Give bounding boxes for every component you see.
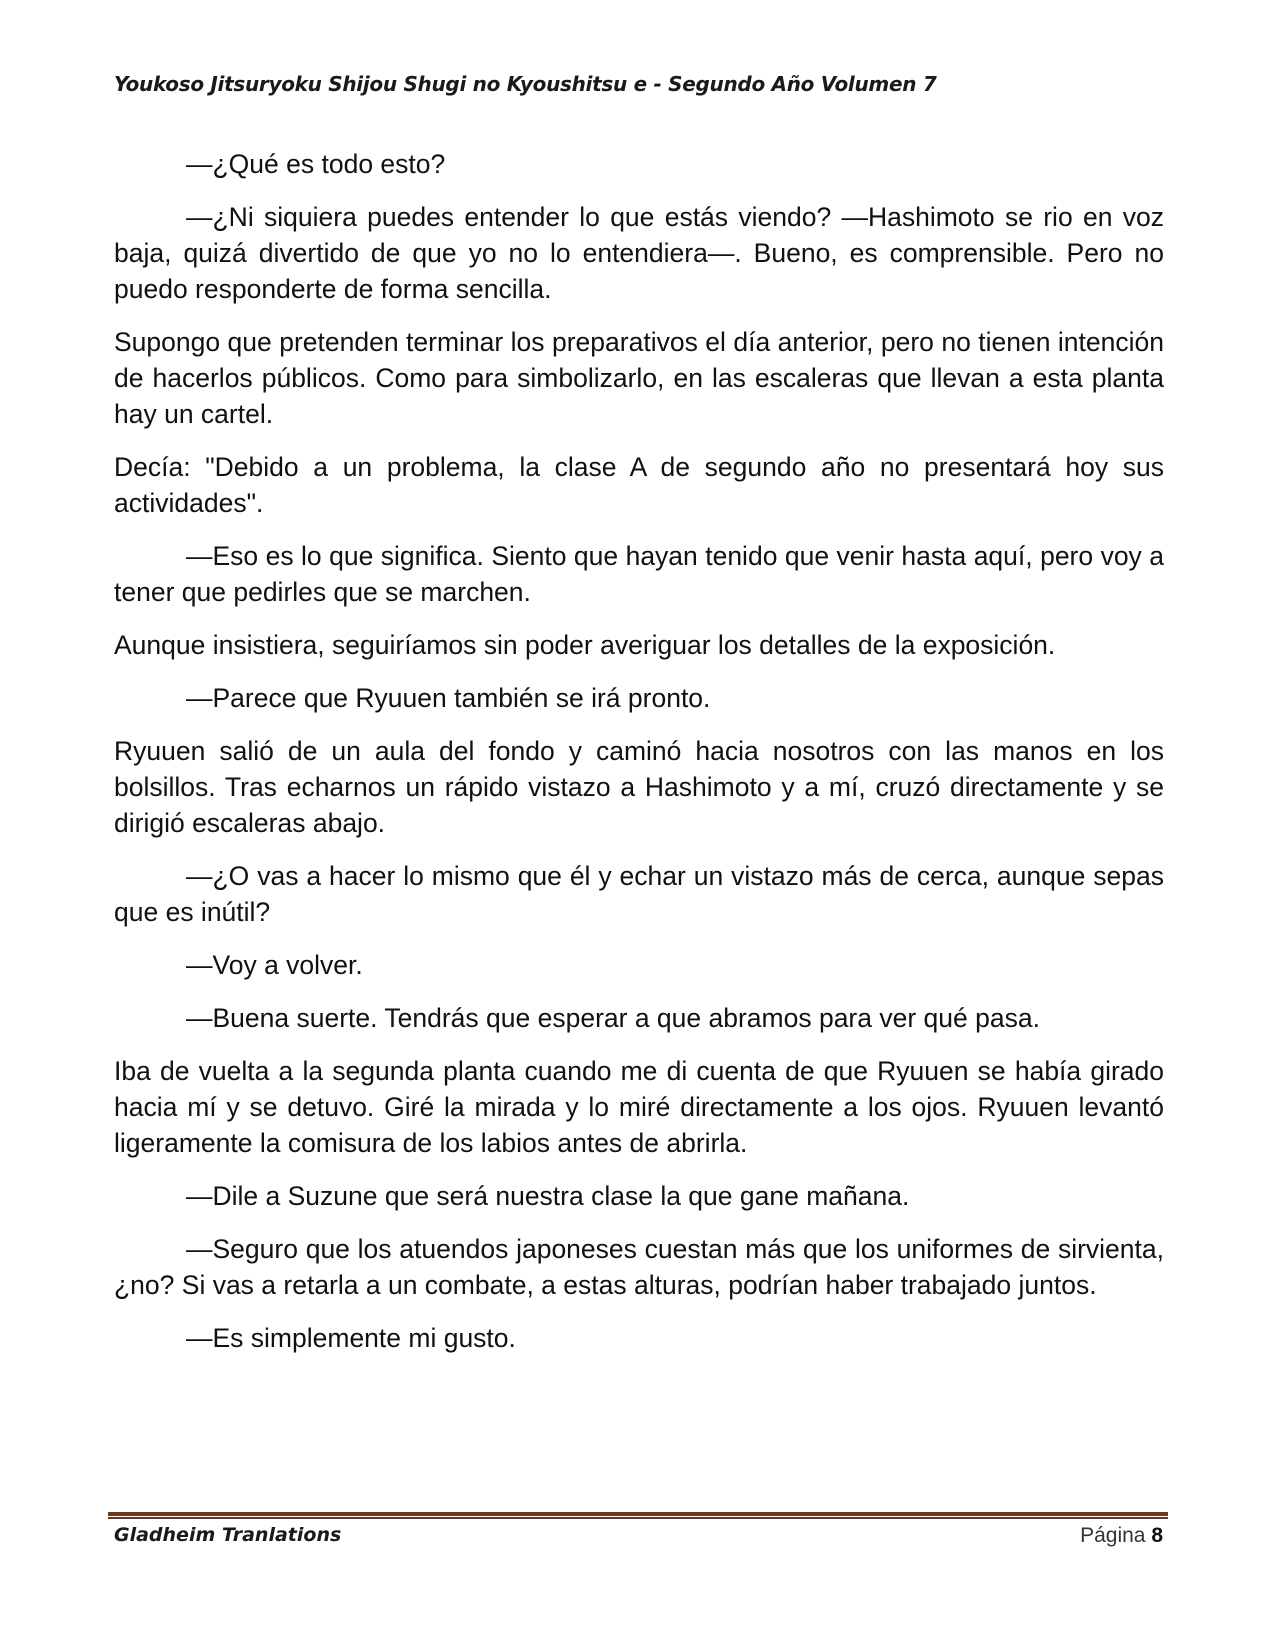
paragraph: Ryuuen salió de un aula del fondo y caminó hacia nosotros con las manos en los bolsillos. Tras echarnos un rápido vistazo a Hashimoto y a mí, cruzó directamente y se dirigió escaleras abajo. [114, 736, 1164, 838]
footer-credit: Gladheim Tranlations [114, 1524, 342, 1546]
paragraph: Aunque insistiera, seguiríamos sin poder averiguar los detalles de la exposición. [114, 630, 1056, 660]
footer-divider-thin [108, 1517, 1168, 1519]
page-label: Página [1080, 1524, 1146, 1547]
paragraph: —¿Ni siquiera puedes entender lo que estás viendo? —Hashimoto se rio en voz baja, quizá divertido de que yo no lo entendiera—. Bueno, es comprensible. Pero no puedo responderte de forma sencilla. [114, 202, 1164, 304]
paragraph: —Seguro que los atuendos japoneses cuestan más que los uniformes de sirvienta, ¿no? Si vas a retarla a un combate, a estas alturas, podrían haber trabajado juntos. [114, 1234, 1164, 1300]
paragraph: —Es simplemente mi gusto. [186, 1323, 516, 1353]
paragraph: —Dile a Suzune que será nuestra clase la que gane mañana. [186, 1181, 910, 1211]
paragraph: —¿O vas a hacer lo mismo que él y echar un vistazo más de cerca, aunque sepas que es inútil? [114, 861, 1164, 927]
paragraph: Iba de vuelta a la segunda planta cuando me di cuenta de que Ryuuen se había girado hacia mí y se detuvo. Giré la mirada y lo miré directamente a los ojos. Ryuuen levantó ligeramente la comisura de los labios antes de abrirla. [114, 1056, 1164, 1158]
running-header: Youkoso Jitsuryoku Shijou Shugi no Kyoushitsu e - Segundo Año Volumen 7 [114, 72, 937, 96]
footer-divider [108, 1512, 1168, 1519]
paragraph: —¿Qué es todo esto? [186, 149, 446, 179]
paragraph: Decía: "Debido a un problema, la clase A de segundo año no presentará hoy sus actividades". [114, 452, 1164, 518]
body-text [114, 146, 1164, 1373]
page-number-block [1080, 1524, 1163, 1548]
paragraph: —Parece que Ryuuen también se irá pronto. [186, 683, 711, 713]
footer-divider-thick [108, 1512, 1168, 1516]
paragraph: —Voy a volver. [186, 950, 363, 980]
paragraph: —Eso es lo que significa. Siento que hayan tenido que venir hasta aquí, pero voy a tener que pedirles que se marchen. [114, 541, 1164, 607]
paragraph: Supongo que pretenden terminar los preparativos el día anterior, pero no tienen intención de hacerlos públicos. Como para simbolizarlo, en las escaleras que llevan a esta planta hay un cartel. [114, 327, 1164, 429]
page-number: 8 [1151, 1524, 1163, 1547]
paragraph: —Buena suerte. Tendrás que esperar a que abramos para ver qué pasa. [186, 1003, 1040, 1033]
